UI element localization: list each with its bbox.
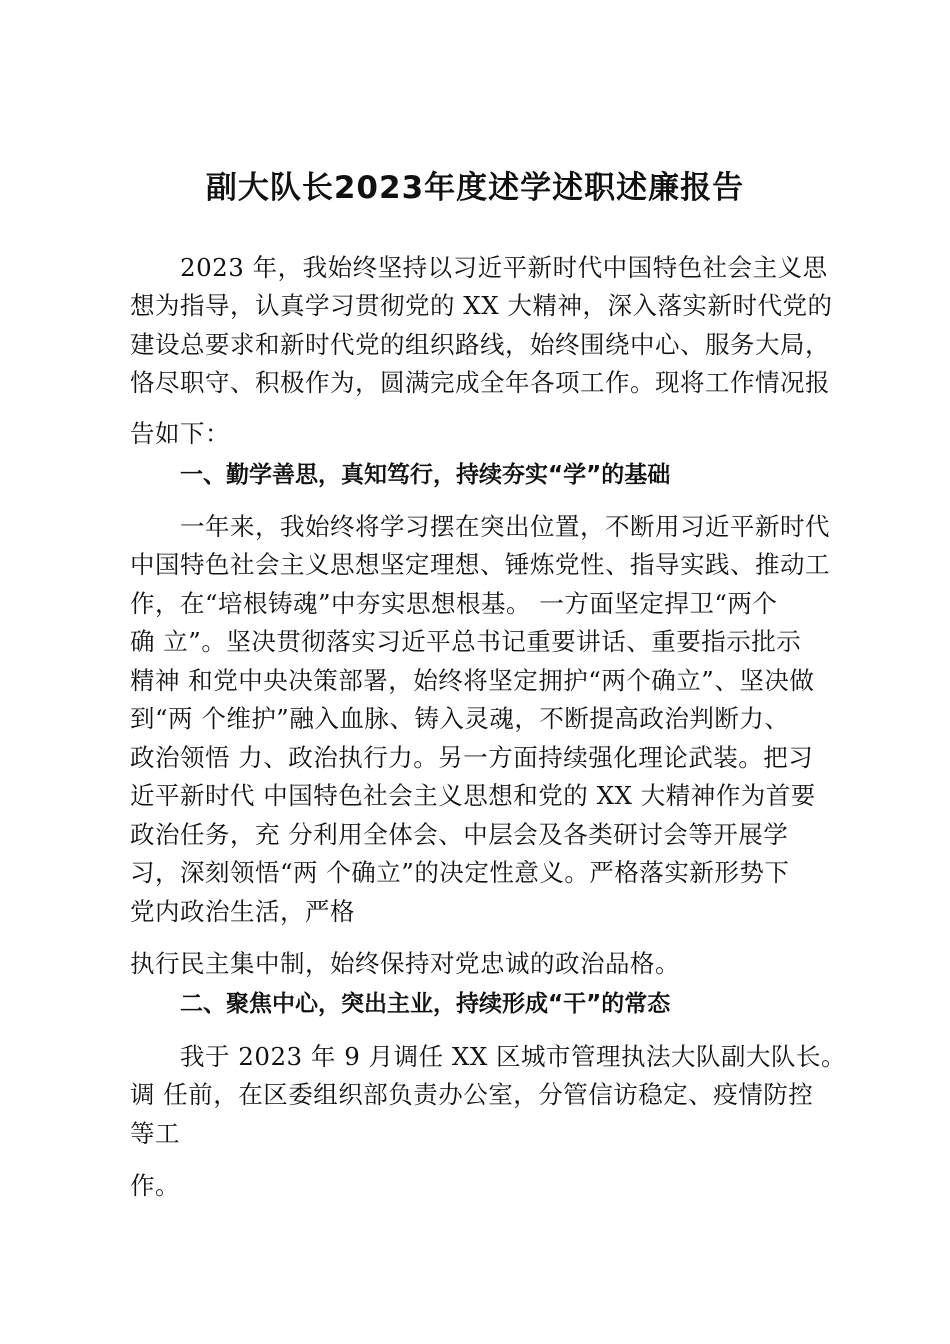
- section-1-heading: 一、勤学善思，真知笃行，持续夯实“学”的基础: [180, 462, 671, 488]
- section-1-line-5: 精神 和党中央决策部署，始终将坚定拥护“两个确立”、坚决做: [130, 666, 815, 695]
- section-1-line-9: 政治任务，充 分利用全体会、中层会及各类研讨会等开展学: [130, 820, 789, 849]
- section-2-line-4: 作。: [130, 1171, 180, 1200]
- document-title: 副大队长2023年度述学述职述廉报告: [205, 170, 745, 206]
- section-2-line-2: 调 任前，在区委组织部负责办公室，分管信访稳定、疫情防控: [130, 1080, 814, 1109]
- section-1-line-6: 到“两 个维护”融入血脉、铸入灵魂，不断提高政治判断力、: [130, 704, 790, 733]
- section-1-line-4: 确 立”。坚决贯彻落实习近平总书记重要讲话、重要指示批示: [130, 627, 802, 656]
- intro-line-2: 想为指导，认真学习贯彻党的 XX 大精神，深入落实新时代党的: [130, 291, 833, 320]
- section-1-line-10: 习，深刻领悟“两 个确立”的决定性意义。严格落实新形势下: [130, 858, 790, 887]
- section-2-line-3: 等工: [130, 1119, 180, 1148]
- section-1-line-8: 近平新时代 中国特色社会主义思想和党的 XX 大精神作为首要: [130, 781, 816, 810]
- section-2-heading: 二、聚焦中心，突出主业，持续形成“干”的常态: [180, 991, 671, 1017]
- section-1-line-2: 中国特色社会主义思想坚定理想、锤炼党性、指导实践、推动工: [130, 550, 830, 579]
- section-1-line-3: 作，在“培根铸魂”中夯实思想根基。 一方面坚定捍卫“两个: [130, 589, 778, 618]
- intro-line-3: 建设总要求和新时代党的组织路线，始终围绕中心、服务大局，: [130, 330, 830, 359]
- section-1-line-1: 一年来，我始终将学习摆在突出位置，不断用习近平新时代: [180, 512, 830, 541]
- section-2-line-1: 我于 2023 年 9 月调任 XX 区城市管理执法大队副大队长。: [180, 1042, 847, 1071]
- intro-line-4: 恪尽职守、积极作为，圆满完成全年各项工作。现将工作情况报: [130, 368, 830, 397]
- section-1-line-12: 执行民主集中制，始终保持对党忠诚的政治品格。: [130, 949, 680, 978]
- section-1-line-7: 政治领悟 力、政治执行力。另一方面持续强化理论武装。把习: [130, 743, 814, 772]
- intro-line-5: 告如下：: [130, 419, 230, 448]
- section-1-line-11: 党内政治生活，严格: [130, 897, 355, 926]
- intro-line-1: 2023 年，我始终坚持以习近平新时代中国特色社会主义思: [180, 253, 828, 282]
